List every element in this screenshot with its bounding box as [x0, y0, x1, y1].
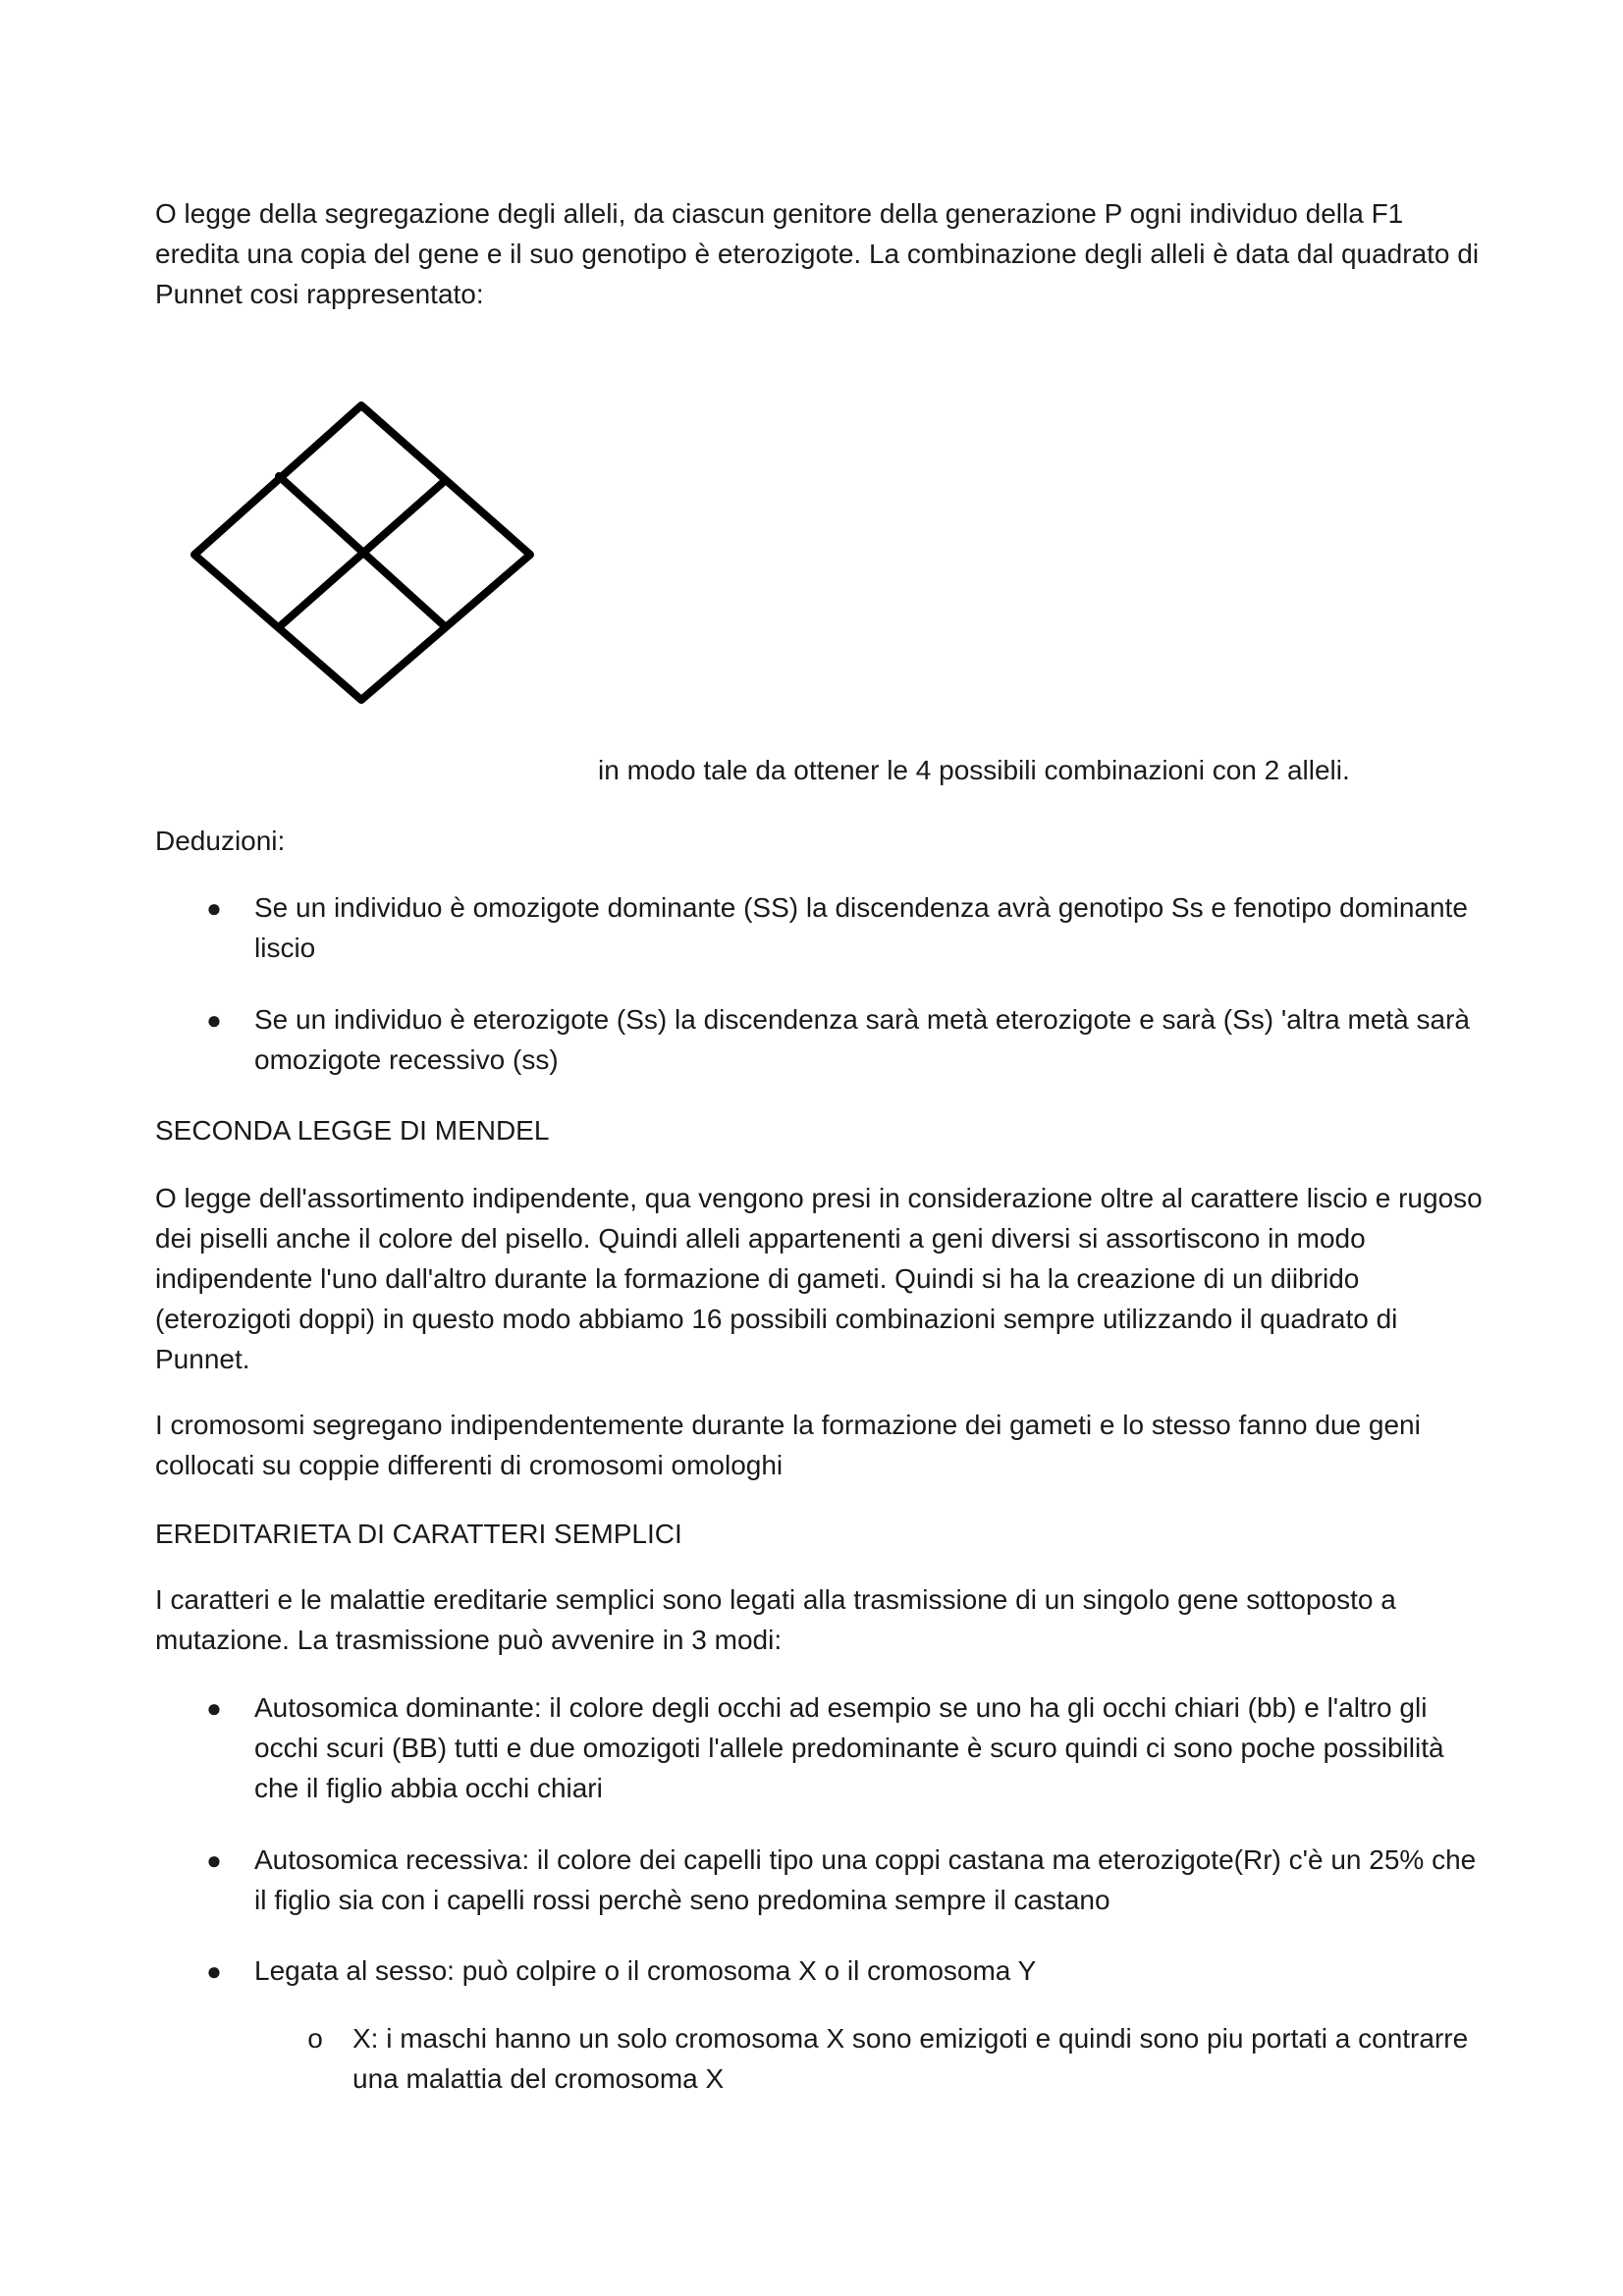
heredity-item: Legata al sesso: può colpire o il cromosoma X o il cromosoma Y: [254, 1955, 1037, 1986]
second-law-paragraph: O legge dell'assortimento indipendente, qua vengono presi in considerazione oltre al carattere liscio e rugoso dei piselli anche il colore del pisello. Quindi alleli appartenenti a geni diversi si assortiscono in modo indipendente l'uno dall'altro durante la formazione di gameti. Quindi si ha la creazione di un diibrido (eterozigoti doppi) in questo modo abbiamo 16 possibili combinazioni sempre utilizzando il quadrato di Punnet.: [155, 1183, 1483, 1374]
heredity-item: Autosomica dominante: il colore degli occhi ad esempio se uno ha gli occhi chiari (bb) e l'altro gli occhi scuri (BB) tutti e due omozigoti l'allele predominante è scuro quindi ci sono poche possibilità che il figlio abbia occhi chiari: [254, 1692, 1444, 1803]
bullet-marker: ●: [206, 1845, 222, 1875]
heredity-sub-item: X: i maschi hanno un solo cromosoma X sono emizigoti e quindi sono piu portati a contrarre una malattia del cromosoma X: [352, 2023, 1469, 2094]
punnett-square-drawing: [187, 398, 540, 712]
bullet-marker: ●: [206, 1956, 222, 1986]
heredity-paragraph: I caratteri e le malattie ereditarie semplici sono legati alla trasmissione di un singolo gene sottoposto a mutazione. La trasmissione può avvenire in 3 modi:: [155, 1584, 1396, 1655]
second-law-paragraph: I cromosomi segregano indipendentemente durante la formazione dei gameti e lo stesso fanno due geni collocati su coppie differenti di cromosomi omologhi: [155, 1410, 1421, 1480]
deduction-item: Se un individuo è eterozigote (Ss) la discendenza sarà metà eterozigote e sarà (Ss) 'altra metà sarà omozigote recessivo (ss): [254, 1004, 1470, 1075]
section-heading: EREDITARIETA DI CARATTERI SEMPLICI: [155, 1519, 682, 1549]
section-heading: SECONDA LEGGE DI MENDEL: [155, 1115, 550, 1146]
bullet-marker: ●: [206, 1693, 222, 1723]
punnett-caption: in modo tale da ottener le 4 possibili combinazioni con 2 alleli.: [598, 755, 1350, 785]
deduction-item: Se un individuo è omozigote dominante (SS) la discendenza avrà genotipo Ss e fenotipo dominante liscio: [254, 892, 1468, 963]
sub-bullet-marker: o: [307, 2023, 323, 2054]
deductions-label: Deduzioni:: [155, 826, 286, 856]
heredity-item: Autosomica recessiva: il colore dei capelli tipo una coppi castana ma eterozigote(Rr) c'è un 25% che il figlio sia con i capelli rossi perchè seno predomina sempre il castano: [254, 1844, 1477, 1915]
intro-paragraph: O legge della segregazione degli alleli, da ciascun genitore della generazione P ogni individuo della F1 eredita una copia del gene e il suo genotipo è eterozigote. La combinazione degli alleli è data dal quadrato di Punnet cosi rappresentato:: [155, 198, 1480, 309]
bullet-marker: ●: [206, 893, 222, 923]
bullet-marker: ●: [206, 1005, 222, 1035]
